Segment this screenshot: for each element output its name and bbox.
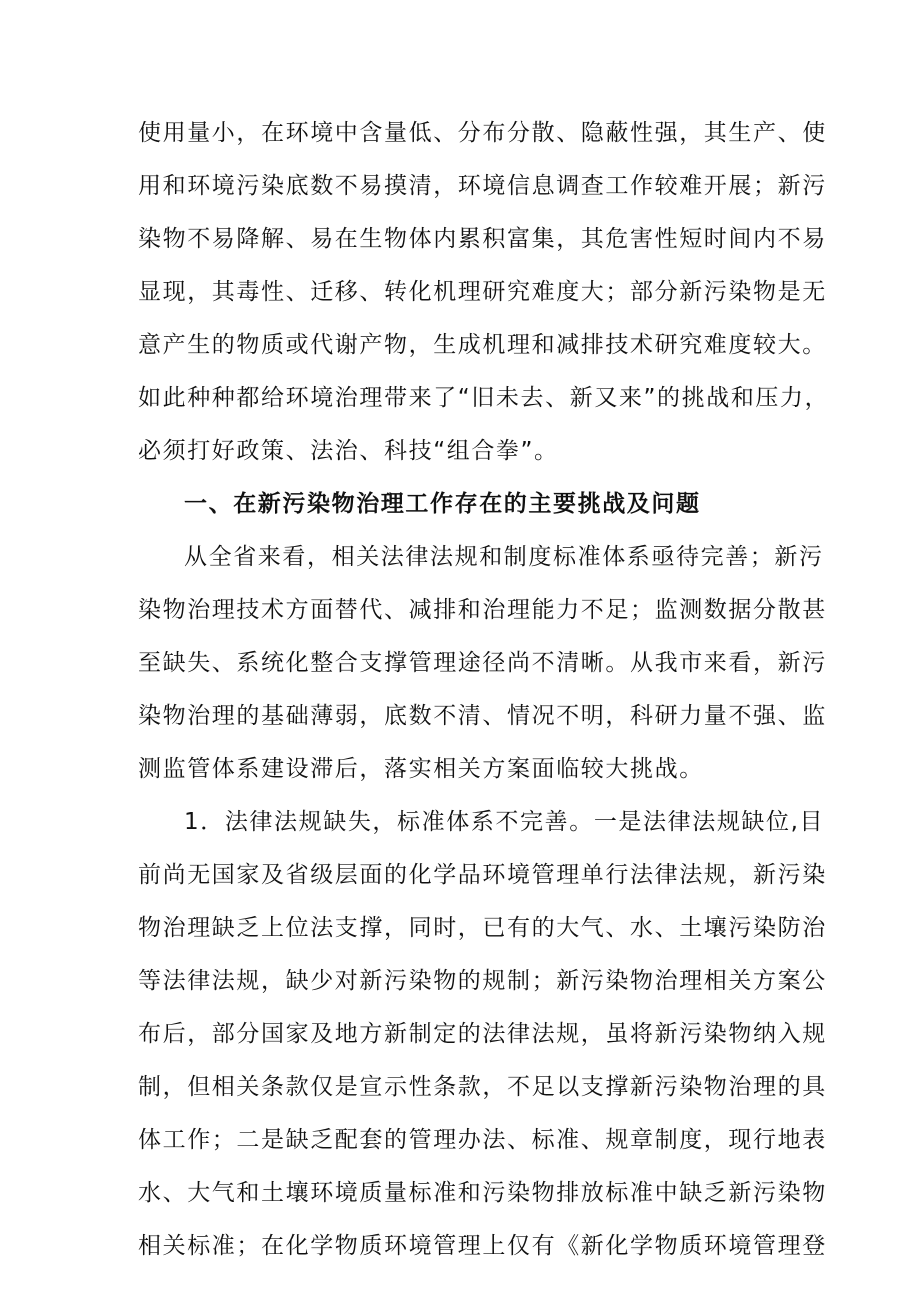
text-line: 显现，其毒性、迁移、转化机理研究难度大；部分新污染物是无	[138, 279, 827, 305]
text-line: 前尚无国家及省级层面的化学品环境管理单行法律法规，新污染	[138, 862, 827, 888]
text-line: 布后，部分国家及地方新制定的法律法规，虽将新污染物纳入规	[138, 1021, 827, 1047]
paragraph-first-line: 从全省来看，相关法律法规和制度标准体系亟待完善；新污	[184, 544, 824, 570]
text-line: 制，但相关条款仅是宣示性条款，不足以支撑新污染物治理的具	[138, 1074, 827, 1100]
text-line: 染物不易降解、易在生物体内累积富集，其危害性短时间内不易	[138, 226, 827, 252]
text-line: 染物治理技术方面替代、减排和治理能力不足；监测数据分散甚	[138, 597, 827, 623]
text-line: 如此种种都给环境治理带来了“旧未去、新又来”的挑战和压力，	[138, 385, 830, 411]
text-line: 用和环境污染底数不易摸清，环境信息调查工作较难开展；新污	[138, 173, 827, 199]
paragraph-first-line: 1．法律法规缺失，标准体系不完善。一是法律法规缺位,目	[184, 809, 825, 835]
text-line: 使用量小，在环境中含量低、分布分散、隐蔽性强，其生产、使	[138, 120, 827, 146]
text-line: 至缺失、系统化整合支撑管理途径尚不清晰。从我市来看，新污	[138, 650, 827, 676]
text-line: 等法律法规，缺少对新污染物的规制；新污染物治理相关方案公	[138, 968, 827, 994]
text-line: 必须打好政策、法治、科技“组合拳”。	[138, 438, 559, 464]
text-line: 水、大气和土壤环境质量标准和污染物排放标准中缺乏新污染物	[138, 1180, 827, 1206]
text-line: 测监管体系建设滞后，落实相关方案面临较大挑战。	[138, 756, 704, 782]
text-line: 体工作；二是缺乏配套的管理办法、标准、规章制度，现行地表	[138, 1127, 827, 1153]
text-line: 染物治理的基础薄弱，底数不清、情况不明，科研力量不强、监	[138, 703, 827, 729]
section-heading: 一、在新污染物治理工作存在的主要挑战及问题	[184, 491, 701, 517]
text-line: 物治理缺乏上位法支撑，同时，已有的大气、水、土壤污染防治	[138, 915, 827, 941]
text-line: 意产生的物质或代谢产物，生成机理和减排技术研究难度较大。	[138, 332, 827, 358]
text-line: 相关标准；在化学物质环境管理上仅有《新化学物质环境管理登	[138, 1233, 827, 1259]
